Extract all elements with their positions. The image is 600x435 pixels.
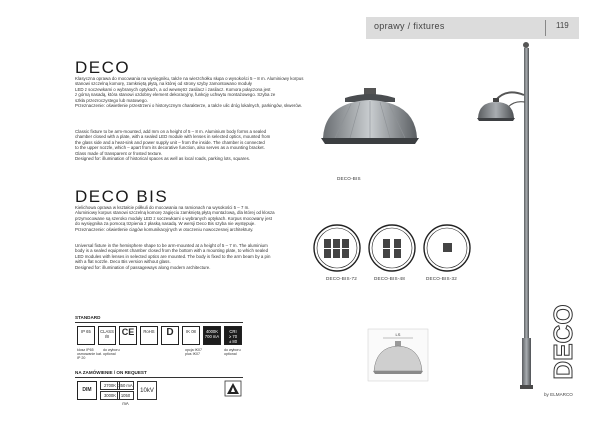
surge-protection-badge: 10kV — [137, 381, 157, 400]
deco-bis-title: DECO BIS — [75, 187, 169, 206]
variant-72-diagram — [314, 225, 360, 271]
deco-description-pl: Klasyczna oprawa do mocowania na wysięgniku, także na wierzchołku słupa o wysokości 5 – 8 m. Aluminiowy korpus stanowi szczelną komorę, zamkniętą płytą, na której od strony szyby zamontowano moduły LED z soczewkami o wybranych optykach, a od wewnętrz zasilacz i zasilacz. Komora połączona jest z górną nasadą, która stanowi ozdobny element dekoracyjny, funkcję uchwytu montażowego. Szyba ze szkła przezroczystego lub matowego. Przeznaczenie: oświetlenie przestrzeni o historycznym charakterze, a także ulic dróg lokalnych, parkingów, skwerów. — [75, 76, 304, 109]
svg-text:LS: LS — [395, 332, 401, 337]
deco-bis-description-pl: Kielichowa oprawa w kształcie półkuli do mocowania na ramionach na wysokości 5 – 7 m. Aluminiowy korpus stanowi szczelną komorę zagięciu zamkniętą płytą montażową, dla której od klosza przymocowane są szeroko moduły LED z soczewkami o wybranych optykach. Korpus mocowany jest do wysięgnika za pomocą trzpienia z płaską nasadą. W wersji Deco Bis szyba nie występuje. Przeznaczenie: oświetlenie ciągów komunikacyjnych w otoczeniu nowoczesnej architektury. — [75, 205, 275, 232]
class-note: do wyboru optional — [103, 348, 120, 356]
ik-note: opcja IK07 plus IK07 — [185, 348, 202, 356]
dimension-diagram — [368, 329, 428, 381]
page-number: 119 — [556, 21, 569, 30]
header-divider — [545, 20, 546, 36]
standard-divider — [75, 322, 243, 323]
section-title: oprawy / fixtures — [374, 21, 445, 31]
color-temp-badge: 4000K 700 mA — [203, 326, 221, 345]
rohs-icon: RoHS — [140, 326, 158, 345]
temp-3000k: 3000K — [100, 391, 120, 400]
cri-note: do wyboru optional — [224, 348, 241, 356]
temp-2700k: 2700K — [100, 381, 120, 390]
variant-72-label: DECO-BIS-72 — [326, 276, 358, 281]
variant-48-label: DECO-BIS-48 — [374, 276, 406, 281]
variant-48-diagram — [369, 225, 415, 271]
dim-badge: DIM — [77, 381, 97, 400]
variant-32-label: DECO-BIS-32 — [426, 276, 458, 281]
cri-badge: CRI ≥ 70 ± 80 — [224, 326, 242, 345]
ip-note: klosz IP65 osmowanie kat. IP 20 — [77, 348, 102, 360]
deco-lamp-image — [315, 88, 425, 168]
deco-pole-image — [476, 40, 551, 395]
ip65-badge: IP 65 — [77, 326, 95, 345]
current-350: 350 mA — [118, 383, 133, 388]
brand-credit: by ELMARCO — [544, 392, 573, 397]
on-request-label: NA ZAMÓWIENIE / ON REQUEST — [75, 370, 147, 375]
variant-diagrams — [312, 222, 477, 274]
variant-32-diagram — [424, 225, 470, 271]
warning-triangle-icon — [225, 381, 241, 396]
current-1050: 1050 mA — [117, 391, 134, 400]
svg-text:DECO: DECO — [547, 304, 578, 380]
vertical-brand-label — [547, 296, 579, 388]
standard-label: STANDARD — [75, 315, 101, 320]
request-divider — [75, 377, 243, 378]
ce-badge: CE — [119, 326, 137, 345]
energy-class-badge: D — [161, 326, 179, 345]
deco-description-en: Classic fixture to be arm-mounted, add mm on a height of 5 – 8 m. Aluminium body forms a sealed chamber closed with a plate, with a sealed LED module with lenses in selected optics, mounted from the glass side and a heat-sink and power supply unit – from the inside. The chamber is connected to the upper nozzle, which – apart from its decorative function, also serves as a mounting bracket. Glass made of transparent or frosted texture. Designed for: illumination of historical spaces as well as local roads, parking lots, squares. — [75, 129, 271, 162]
ik08-badge: IK 08 — [182, 326, 200, 345]
deco-title: DECO — [75, 58, 131, 77]
deco-caption: DECO-BIS — [337, 176, 361, 181]
deco-bis-description-en: Universal fixture in the hemisphere shape to be arm-mounted at a height of 5 – 7 m. The aluminium body is a sealed equipment chamber closed from the bottom with a mounting plate, to which sealed LED modules with lenses in selected optics are mounted. The body is fixed to the arm beam by a pin with a flat nozzle. Deco Bis version without glass. Designed for: illumination of passageways along modern architecture. — [75, 243, 271, 270]
class-badge: CLASS I/II — [98, 326, 116, 345]
